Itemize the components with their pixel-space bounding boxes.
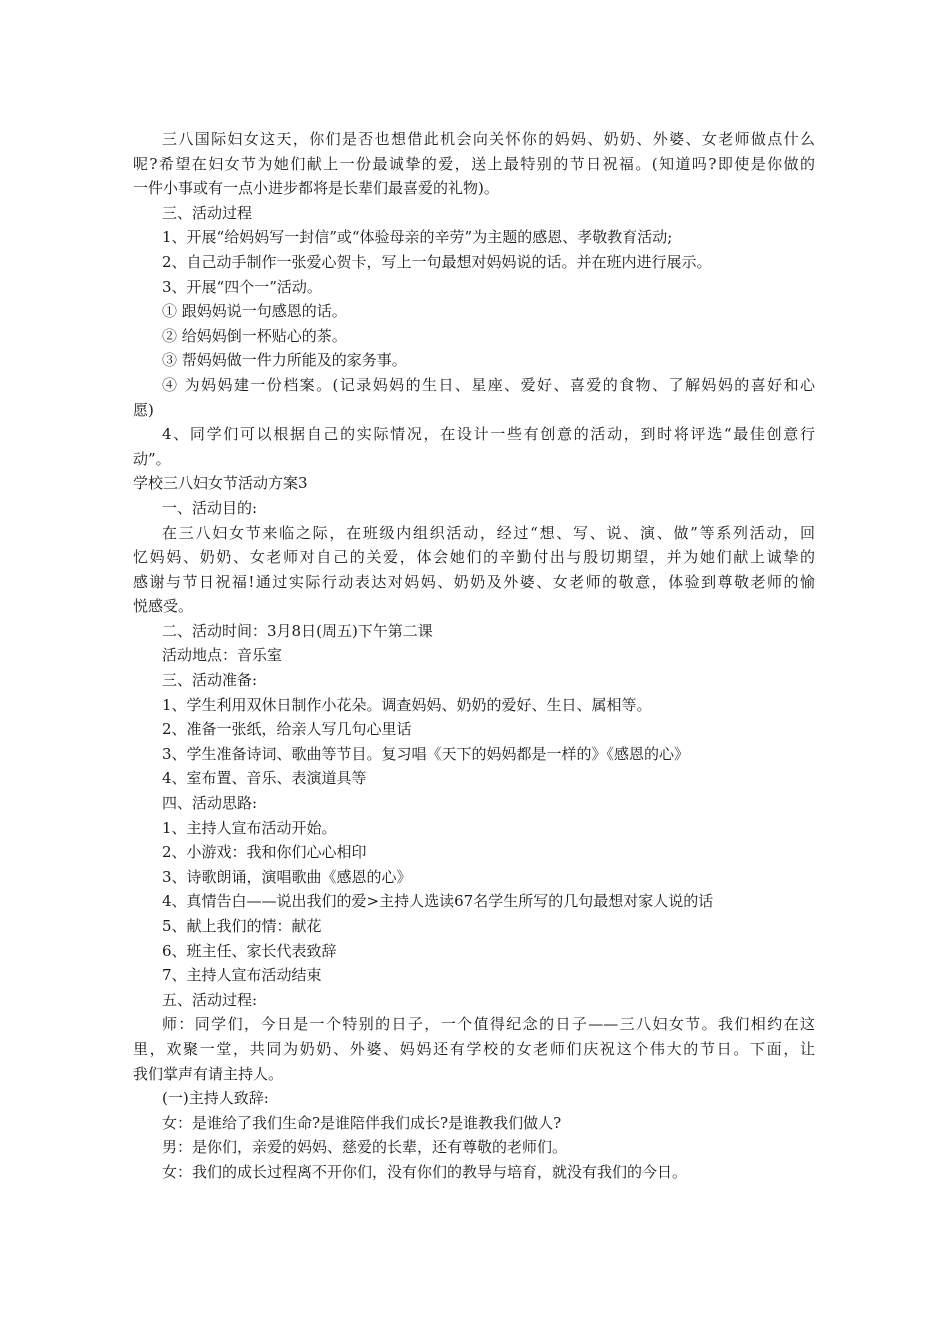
dialogue-line: 女：我们的成长过程离不开你们，没有你们的教导与培育，就没有我们的今日。 — [162, 1162, 688, 1181]
list-item: 2、准备一张纸，给亲人写几句心里话 — [162, 720, 412, 739]
paragraph-line: 一件小事或有一点小进步都将是长辈们最喜爱的礼物)。 — [133, 179, 499, 198]
list-item: 3、诗歌朗诵，演唱歌曲《感恩的心》 — [162, 867, 412, 886]
paragraph-line: 悦感受。 — [133, 597, 194, 616]
list-item: 6、班主任、家长代表致辞 — [162, 941, 337, 960]
paragraph-line: 活动地点：音乐室 — [162, 646, 283, 665]
paragraph-line: 感谢与节日祝福!通过实际行动表达对妈妈、奶奶及外婆、女老师的敬意，体验到尊敬老师的愉 — [133, 572, 815, 591]
paragraph-line: 我们掌声有请主持人。 — [133, 1064, 284, 1083]
list-item: ④ 为妈妈建一份档案。(记录妈妈的生日、星座、爱好、喜爱的食物、了解妈妈的喜好和心 — [162, 375, 815, 394]
list-item: 1、学生利用双休日制作小花朵。调查妈妈、奶奶的爱好、生日、属相等。 — [162, 695, 652, 714]
dialogue-line: 女：是谁给了我们生命?是谁陪伴我们成长?是谁教我们做人? — [162, 1113, 562, 1132]
list-item: 7、主持人宣布活动结束 — [162, 966, 322, 985]
list-item: 1、主持人宣布活动开始。 — [162, 818, 337, 837]
document-body — [133, 127, 815, 1185]
document-title: 学校三八妇女节活动方案3 — [133, 474, 308, 493]
section-heading: 五、活动过程: — [162, 990, 258, 1009]
list-item: 3、学生准备诗词、歌曲等节目。复习唱《天下的妈妈都是一样的》《感恩的心》 — [162, 744, 690, 763]
list-item: 4、真情告白——说出我们的爱>主持人选读67名学生所写的几句最想对家人说的话 — [162, 892, 714, 911]
list-item: 1、开展“给妈妈写一封信”或“体验母亲的辛劳”为主题的感恩、孝敬教育活动; — [162, 228, 673, 247]
paragraph-line: 忆妈妈、奶奶、女老师对自己的关爱，体会她们的辛勤付出与殷切期望，并为她们献上诚挚的 — [133, 548, 815, 567]
paragraph-line: 里，欢聚一堂，共同为奶奶、外婆、妈妈还有学校的女老师们庆祝这个伟大的节日。下面，让 — [133, 1039, 815, 1058]
section-heading: 四、活动思路: — [162, 794, 258, 813]
section-heading: 二、活动时间：3月8日(周五)下午第二课 — [162, 621, 433, 640]
list-item: 2、小游戏：我和你们心心相印 — [162, 843, 367, 862]
dialogue-line: 男：是你们，亲爱的妈妈、慈爱的长辈，还有尊敬的老师们。 — [162, 1138, 568, 1157]
list-item: 4、室布置、音乐、表演道具等 — [162, 769, 367, 788]
section-heading: 一、活动目的: — [162, 498, 258, 517]
list-item: ① 跟妈妈说一句感恩的话。 — [162, 302, 347, 321]
paragraph-line: 师：同学们，今日是一个特别的日子，一个值得纪念的日子——三八妇女节。我们相约在这 — [162, 1015, 815, 1034]
section-heading: 三、活动准备: — [162, 671, 258, 690]
section-heading: (一)主持人致辞: — [162, 1089, 269, 1108]
list-item: 4、同学们可以根据自己的实际情况，在设计一些有创意的活动，到时将评选“最佳创意行 — [162, 425, 815, 444]
paragraph-line: 呢?希望在妇女节为她们献上一份最诚挚的爱，送上最特别的节日祝福。(知道吗?即使是你做的 — [133, 154, 815, 173]
section-heading: 三、活动过程 — [162, 203, 253, 222]
list-item: 2、自己动手制作一张爱心贺卡，写上一句最想对妈妈说的话。并在班内进行展示。 — [162, 252, 712, 271]
list-item: ③ 帮妈妈做一件力所能及的家务事。 — [162, 351, 407, 370]
list-item: ② 给妈妈倒一杯贴心的茶。 — [162, 326, 347, 345]
paragraph-line: 在三八妇女节来临之际，在班级内组织活动，经过“想、写、说、演、做”等系列活动，回 — [162, 523, 815, 542]
list-item: 5、献上我们的情：献花 — [162, 917, 322, 935]
list-item: 3、开展“四个一”活动。 — [162, 277, 322, 296]
paragraph-line: 愿) — [133, 400, 154, 419]
paragraph-line: 三八国际妇女这天，你们是否也想借此机会向关怀你的妈妈、奶奶、外婆、女老师做点什么 — [162, 130, 815, 148]
paragraph-line: 动”。 — [133, 449, 171, 468]
